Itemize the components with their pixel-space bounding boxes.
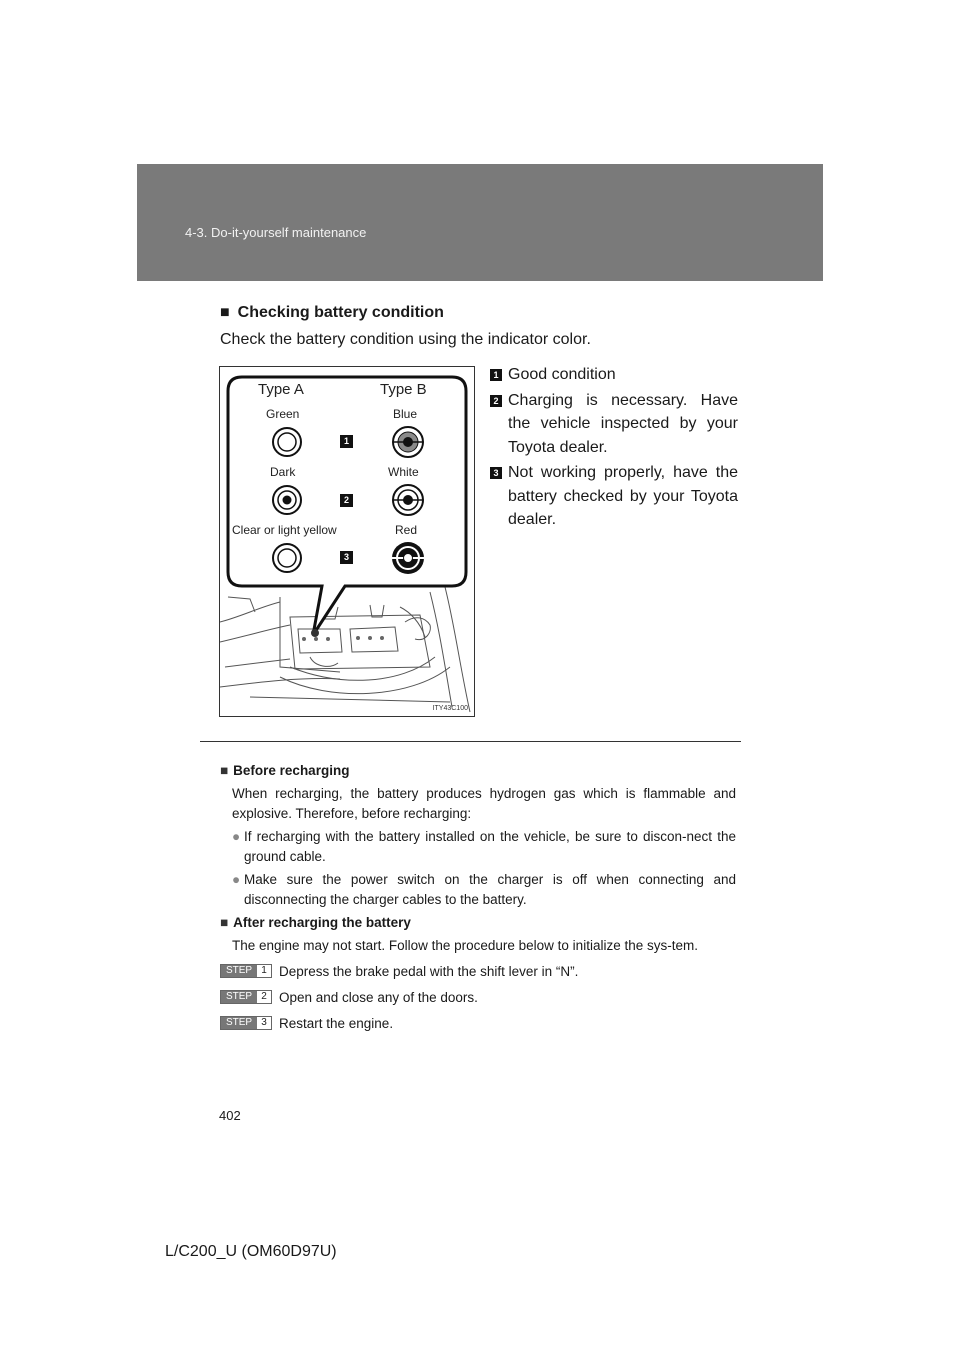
legend-item: [490, 389, 738, 460]
blue-label: Blue: [393, 407, 418, 421]
legend-number-badge: 1: [490, 369, 502, 381]
note-square-icon: ■: [220, 915, 229, 930]
before-recharging-heading: [220, 761, 736, 781]
notes-section: [220, 761, 736, 1034]
indicator-legend: [490, 363, 738, 534]
step-text: Depress the brake pedal with the shift lever in “N”.: [279, 964, 579, 979]
step-word: STEP: [221, 965, 257, 977]
bullet-text: Make sure the power switch on the charger is off when connecting and disconnecting the charger cables to the battery.: [244, 872, 736, 907]
list-item: [220, 870, 736, 910]
step-item: [220, 962, 736, 982]
legend-text: Charging is necessary. Have the vehicle inspected by your Toyota dealer.: [508, 391, 738, 456]
legend-text: Not working properly, have the battery checked by your Toyota dealer.: [508, 464, 738, 528]
page-number: 402: [219, 1108, 241, 1123]
heading-text: Checking battery condition: [237, 304, 444, 321]
note-square-icon: ■: [220, 763, 229, 778]
clear-label: Clear or light yellow: [232, 523, 337, 537]
after-recharging-title: After recharging the battery: [233, 915, 411, 930]
green-label: Green: [266, 407, 300, 421]
legend-text: Good condition: [508, 366, 616, 383]
step-word: STEP: [221, 1017, 257, 1029]
step-text: Restart the engine.: [279, 1016, 394, 1031]
white-label: White: [388, 465, 419, 479]
step-badge: [220, 990, 272, 1004]
badge-1-number: 1: [343, 436, 349, 446]
dark-label: Dark: [270, 465, 296, 479]
after-recharging-heading: [220, 913, 736, 933]
step-word: STEP: [221, 991, 257, 1003]
section-heading: [220, 304, 444, 322]
legend-item: [490, 363, 738, 387]
intro-text: Check the battery condition using the indicator color.: [220, 331, 591, 348]
battery-indicator-figure: [219, 366, 475, 717]
step-badge: [220, 1016, 272, 1030]
header-band: [137, 164, 823, 281]
type-a-label: Type A: [258, 381, 304, 398]
badge-3-number: 3: [343, 552, 349, 562]
bullet-text: If recharging with the battery installed on the vehicle, be sure to discon-nect the ground cable.: [244, 829, 736, 864]
step-item: [220, 1014, 736, 1034]
red-label: Red: [395, 523, 418, 537]
heading-square-icon: ■: [220, 304, 230, 321]
legend-item: [490, 461, 738, 532]
step-number: 3: [261, 1017, 267, 1028]
before-recharging-body: When recharging, the battery produces hydrogen gas which is flammable and explosive. Therefore, before recharging:: [232, 786, 736, 821]
footer-code: L/C200_U (OM60D97U): [165, 1243, 337, 1260]
figure-code: ITY43C100: [432, 705, 468, 712]
step-badge: [220, 964, 272, 978]
badge-2-number: 2: [343, 495, 349, 505]
section-divider: [200, 741, 741, 742]
step-item: [220, 988, 736, 1008]
type-b-indicators: [392, 427, 424, 574]
before-recharging-title: Before recharging: [233, 763, 350, 778]
after-recharging-body: The engine may not start. Follow the procedure below to initialize the sys-tem.: [232, 938, 698, 953]
bullet-icon: ●: [232, 872, 241, 887]
section-title: 4-3. Do-it-yourself maintenance: [185, 225, 367, 240]
type-a-indicators: [273, 428, 301, 572]
bullet-icon: ●: [232, 829, 241, 844]
step-text: Open and close any of the doors.: [279, 990, 478, 1005]
engine-bay-illustration: [220, 367, 475, 717]
step-number: 1: [261, 965, 267, 976]
type-b-label: Type B: [380, 381, 427, 398]
step-number: 2: [261, 991, 267, 1002]
list-item: [220, 827, 736, 867]
legend-number-badge: 2: [490, 395, 502, 407]
legend-number-badge: 3: [490, 467, 502, 479]
